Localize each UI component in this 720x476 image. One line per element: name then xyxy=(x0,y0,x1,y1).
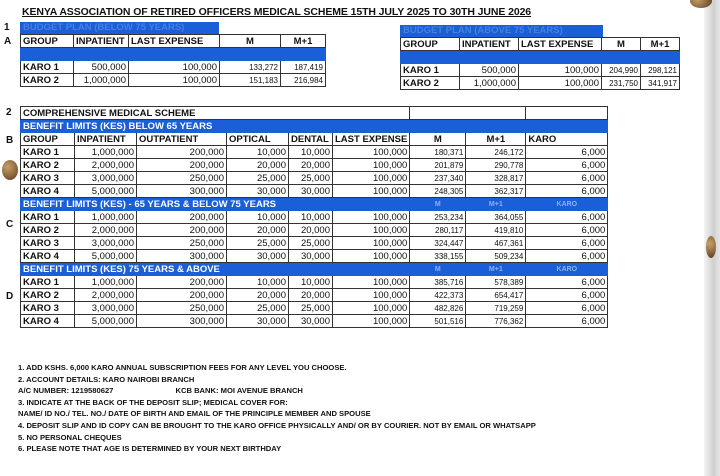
cell: 30,000 xyxy=(289,185,333,198)
cell: 180,371 xyxy=(410,146,466,159)
cell: KARO 3 xyxy=(21,302,75,315)
cell: 100,000 xyxy=(333,159,410,172)
cell: 100,000 xyxy=(333,250,410,263)
account-number: A/C NUMBER: 1219580627 xyxy=(18,386,114,396)
table-row xyxy=(21,74,326,87)
cell: KARO 2 xyxy=(21,224,75,237)
cell: 30,000 xyxy=(289,250,333,263)
cell: KARO 2 xyxy=(21,74,74,87)
cell: 6,000 xyxy=(526,276,608,289)
cell: 6,000 xyxy=(526,250,608,263)
table-row xyxy=(21,250,608,263)
note-4: 4. DEPOSIT SLIP AND ID COPY CAN BE BROUGHT TO THE KARO OFFICE PHYSICALLY AND/ OR BY COURIER. NOT BY EMAIL OR WHATSAPP xyxy=(18,420,536,430)
cell: 237,340 xyxy=(410,172,466,185)
header-cell: LAST EXPENSE xyxy=(333,133,410,146)
header-cell: M+1 xyxy=(641,38,680,51)
band-col-label: M xyxy=(410,198,466,211)
cell: 187,419 xyxy=(281,61,326,74)
cell: 20,000 xyxy=(289,159,333,172)
band-col-label: M+1 xyxy=(466,263,526,276)
table-row xyxy=(21,276,608,289)
cell: 246,172 xyxy=(466,146,526,159)
cell: 3,000,000 xyxy=(75,237,137,250)
cell: 6,000 xyxy=(526,185,608,198)
cell: KARO 2 xyxy=(401,77,460,90)
cell: 30,000 xyxy=(227,185,289,198)
note-2: 2. ACCOUNT DETAILS: KARO NAIROBI BRANCH xyxy=(18,374,195,384)
cell: 10,000 xyxy=(227,276,289,289)
cell: 216,984 xyxy=(281,74,326,87)
header-cell: M xyxy=(602,38,641,51)
table-header-row xyxy=(21,35,326,48)
pin-decoration xyxy=(706,236,716,258)
header-cell: GROUP xyxy=(21,35,74,48)
cell: 2,000,000 xyxy=(75,289,137,302)
table-row xyxy=(401,64,680,77)
cell: 100,000 xyxy=(333,302,410,315)
cell: 509,234 xyxy=(466,250,526,263)
cell: 100,000 xyxy=(129,61,220,74)
cell: 25,000 xyxy=(227,302,289,315)
cell: 100,000 xyxy=(333,289,410,302)
note-1: 1. ADD KSHS. 6,000 KARO ANNUAL SUBSCRIPTION FEES FOR ANY LEVEL YOU CHOOSE. xyxy=(18,363,347,372)
section-letter: D xyxy=(6,291,14,302)
notes xyxy=(18,362,536,455)
band-col-label: KARO xyxy=(526,198,608,211)
document-title: KENYA ASSOCIATION OF RETIRED OFFICERS MEDICAL SCHEME 15TH JULY 2025 TO 30TH JUNE 2026 xyxy=(22,6,532,18)
note-5: 5. NO PERSONAL CHEQUES xyxy=(18,432,122,442)
header-cell: INPATIENT xyxy=(460,38,519,51)
band-col-label xyxy=(410,120,466,133)
pin-decoration xyxy=(2,160,18,180)
header-cell: OPTICAL xyxy=(227,133,289,146)
cell: 25,000 xyxy=(227,172,289,185)
cell: 280,117 xyxy=(410,224,466,237)
cell: 10,000 xyxy=(227,211,289,224)
cell: 25,000 xyxy=(289,237,333,250)
cell: 100,000 xyxy=(519,77,602,90)
table-row xyxy=(21,289,608,302)
cell: 200,000 xyxy=(137,159,227,172)
table-row xyxy=(401,77,680,90)
section-number: 1 xyxy=(4,22,10,33)
cell: 419,810 xyxy=(466,224,526,237)
cell: 578,389 xyxy=(466,276,526,289)
cell: KARO 4 xyxy=(21,185,75,198)
band-col-label xyxy=(466,120,526,133)
band-col-label: M+1 xyxy=(466,198,526,211)
cell: 100,000 xyxy=(333,146,410,159)
band-col-label: KARO xyxy=(526,263,608,276)
scheme-title-row xyxy=(21,107,608,120)
cell: 10,000 xyxy=(289,211,333,224)
cell: KARO 1 xyxy=(21,61,74,74)
cell: 482,826 xyxy=(410,302,466,315)
header-cell: LAST EXPENSE xyxy=(519,38,602,51)
cell: 654,417 xyxy=(466,289,526,302)
cell: 250,000 xyxy=(137,302,227,315)
cell: 133,272 xyxy=(220,61,281,74)
cell: 151,183 xyxy=(220,74,281,87)
cell: 6,000 xyxy=(526,302,608,315)
benefit-band-label: BENEFIT LIMITS (KES) - 65 YEARS & BELOW 75 YEARS xyxy=(21,198,410,211)
header-cell: M+1 xyxy=(466,133,526,146)
band-col-label: M xyxy=(410,263,466,276)
cell: 100,000 xyxy=(333,237,410,250)
cell: 776,362 xyxy=(466,315,526,328)
note-3: 3. INDICATE AT THE BACK OF THE DEPOSIT SLIP; MEDICAL COVER FOR: xyxy=(18,397,288,407)
cell: 10,000 xyxy=(289,276,333,289)
header-cell: M xyxy=(410,133,466,146)
cell: 364,055 xyxy=(466,211,526,224)
cell: 10,000 xyxy=(227,146,289,159)
cell: 200,000 xyxy=(137,276,227,289)
header-cell: INPATIENT xyxy=(75,133,137,146)
cell: 100,000 xyxy=(333,315,410,328)
cell: 5,000,000 xyxy=(75,185,137,198)
header-cell: GROUP xyxy=(401,38,460,51)
benefit-band-label: BENEFIT LIMITS (KES) 75 YEARS & ABOVE xyxy=(21,263,410,276)
cell: 204,990 xyxy=(602,64,641,77)
cell: 248,305 xyxy=(410,185,466,198)
cell: 200,000 xyxy=(137,289,227,302)
cell: 100,000 xyxy=(333,276,410,289)
comprehensive-scheme-table xyxy=(20,106,608,328)
table-row xyxy=(21,61,326,74)
cell: 290,778 xyxy=(466,159,526,172)
section-letter: C xyxy=(6,219,14,230)
cell: 6,000 xyxy=(526,146,608,159)
cell: 200,000 xyxy=(137,146,227,159)
cell: 6,000 xyxy=(526,237,608,250)
cell: 362,317 xyxy=(466,185,526,198)
cell: 1,000,000 xyxy=(75,276,137,289)
cell: KARO 1 xyxy=(21,276,75,289)
cell: 201,879 xyxy=(410,159,466,172)
cell: 30,000 xyxy=(289,315,333,328)
cell: 100,000 xyxy=(333,224,410,237)
cell: KARO 2 xyxy=(21,159,75,172)
section-letter: A xyxy=(4,36,12,47)
cell: 467,361 xyxy=(466,237,526,250)
note-3-detail: NAME/ ID NO./ TEL. NO./ DATE OF BIRTH AND EMAIL OF THE PRINCIPLE MEMBER AND SPOUSE xyxy=(18,409,371,419)
header-cell: M+1 xyxy=(281,35,326,48)
cell: 20,000 xyxy=(289,224,333,237)
cell: 200,000 xyxy=(137,224,227,237)
cell: 719,259 xyxy=(466,302,526,315)
table-header-row xyxy=(401,38,680,51)
cell: KARO 4 xyxy=(21,315,75,328)
cell: 298,121 xyxy=(641,64,680,77)
cell: 6,000 xyxy=(526,172,608,185)
table-row xyxy=(21,302,608,315)
table-row xyxy=(21,146,608,159)
table-row xyxy=(21,211,608,224)
cell: 422,373 xyxy=(410,289,466,302)
cell: 30,000 xyxy=(227,315,289,328)
account-line xyxy=(18,385,536,397)
cell: KARO 2 xyxy=(21,289,75,302)
cell: 500,000 xyxy=(460,64,519,77)
cell: 500,000 xyxy=(74,61,129,74)
cell: KARO 3 xyxy=(21,237,75,250)
cell: 250,000 xyxy=(137,237,227,250)
table-row xyxy=(21,237,608,250)
budget-above-table xyxy=(400,37,680,90)
cell: 231,750 xyxy=(602,77,641,90)
cell: 5,000,000 xyxy=(75,250,137,263)
table-row xyxy=(21,159,608,172)
header-cell: LAST EXPENSE xyxy=(129,35,220,48)
budget-below-table xyxy=(20,34,326,87)
cell: KARO 4 xyxy=(21,250,75,263)
cell: 250,000 xyxy=(137,172,227,185)
band-col-label xyxy=(526,120,608,133)
blue-spacer-row xyxy=(401,51,680,64)
cell: 1,000,000 xyxy=(460,77,519,90)
cell: 5,000,000 xyxy=(75,315,137,328)
table-header-row xyxy=(21,133,608,146)
cell: 20,000 xyxy=(289,289,333,302)
cell: 6,000 xyxy=(526,315,608,328)
table-row xyxy=(21,315,608,328)
cell: 300,000 xyxy=(137,315,227,328)
cell: 200,000 xyxy=(137,211,227,224)
cell: 10,000 xyxy=(289,146,333,159)
cell: 341,917 xyxy=(641,77,680,90)
cell: 501,516 xyxy=(410,315,466,328)
cell: 6,000 xyxy=(526,224,608,237)
cell: 100,000 xyxy=(519,64,602,77)
cell: 25,000 xyxy=(289,302,333,315)
cell: 1,000,000 xyxy=(74,74,129,87)
table-row xyxy=(21,185,608,198)
scheme-title: COMPREHENSIVE MEDICAL SCHEME xyxy=(21,107,410,120)
cell: 3,000,000 xyxy=(75,172,137,185)
table-row xyxy=(21,172,608,185)
section-letter: B xyxy=(6,135,14,146)
cell: 20,000 xyxy=(227,159,289,172)
cell: 1,000,000 xyxy=(75,211,137,224)
cell: 385,716 xyxy=(410,276,466,289)
cell: 324,447 xyxy=(410,237,466,250)
cell: 6,000 xyxy=(526,211,608,224)
cell: 3,000,000 xyxy=(75,302,137,315)
cell: 20,000 xyxy=(227,289,289,302)
cell: 300,000 xyxy=(137,185,227,198)
cell: 25,000 xyxy=(289,172,333,185)
cell: 2,000,000 xyxy=(75,159,137,172)
cell: 6,000 xyxy=(526,159,608,172)
cell: KARO 1 xyxy=(21,146,75,159)
budget-above-band: BUDGET PLAN (ABOVE 75 YEARS) xyxy=(400,25,603,37)
benefit-band-row xyxy=(21,263,608,276)
table-row xyxy=(21,224,608,237)
header-cell: OUTPATIENT xyxy=(137,133,227,146)
cell: KARO 1 xyxy=(401,64,460,77)
cell: 2,000,000 xyxy=(75,224,137,237)
cell: 338,155 xyxy=(410,250,466,263)
blue-spacer-row xyxy=(21,48,326,61)
cell: 100,000 xyxy=(333,185,410,198)
benefit-band-row xyxy=(21,120,608,133)
cell: 100,000 xyxy=(333,172,410,185)
cell: 1,000,000 xyxy=(75,146,137,159)
budget-below-band: BUDGET PLAN (BELOW 75 YEARS) xyxy=(20,22,219,34)
cell: KARO 1 xyxy=(21,211,75,224)
header-cell: GROUP xyxy=(21,133,75,146)
cell: 300,000 xyxy=(137,250,227,263)
header-cell: DENTAL xyxy=(289,133,333,146)
cell: 30,000 xyxy=(227,250,289,263)
benefit-band-label: BENEFIT LIMITS (KES) BELOW 65 YEARS xyxy=(21,120,410,133)
cell: 100,000 xyxy=(333,211,410,224)
cell: 253,234 xyxy=(410,211,466,224)
header-cell: INPATIENT xyxy=(74,35,129,48)
cell: KARO 3 xyxy=(21,172,75,185)
benefit-band-row xyxy=(21,198,608,211)
cell: 25,000 xyxy=(227,237,289,250)
cell: 100,000 xyxy=(129,74,220,87)
cell: 20,000 xyxy=(227,224,289,237)
cell: 6,000 xyxy=(526,289,608,302)
note-6: 6. PLEASE NOTE THAT AGE IS DETERMINED BY YOUR NEXT BIRTHDAY xyxy=(18,444,282,454)
header-cell: M xyxy=(220,35,281,48)
bank-branch: KCB BANK: MOI AVENUE BRANCH xyxy=(175,386,303,396)
section-number: 2 xyxy=(6,107,12,118)
cell: 328,817 xyxy=(466,172,526,185)
header-cell: KARO xyxy=(526,133,608,146)
